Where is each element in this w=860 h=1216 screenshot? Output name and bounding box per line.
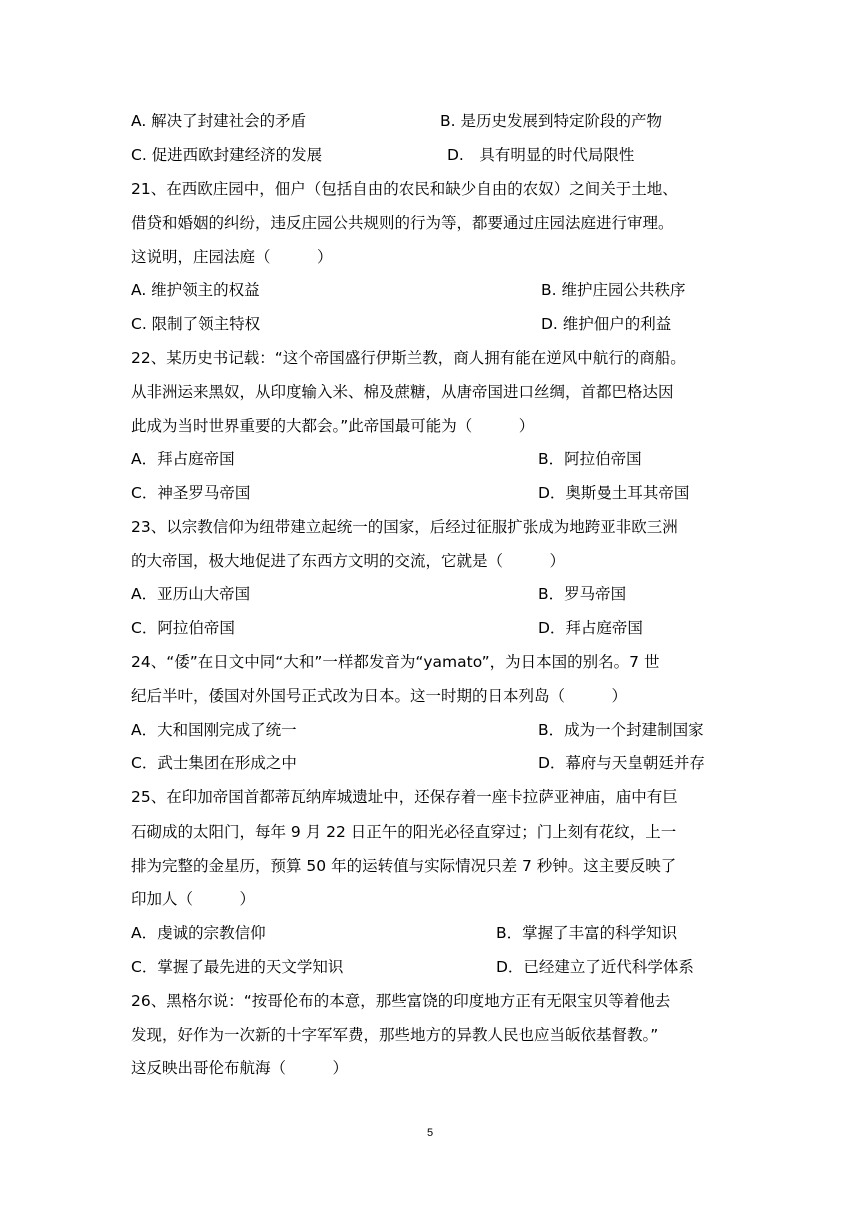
q24-stem-line-1: 24、“倭”在日文中同“大和”一样都发音为“yamato”，为日本国的别名。7 世 bbox=[131, 653, 660, 671]
q21-option-b: B. 维护庄园公共秩序 bbox=[541, 281, 686, 299]
q22-stem-line-1: 22、某历史书记载：“这个帝国盛行伊斯兰教，商人拥有能在逆风中航行的商船。 bbox=[131, 349, 686, 367]
q24-stem-line-2: 纪后半叶，倭国对外国号正式改为日本。这一时期的日本列岛（ ） bbox=[131, 687, 628, 705]
q22-option-a: A．拜占庭帝国 bbox=[131, 450, 235, 468]
q25-option-b: B．掌握了丰富的科学知识 bbox=[496, 924, 678, 942]
q21-stem-line-3: 这说明，庄园法庭（ ） bbox=[131, 248, 333, 266]
page-number: 5 bbox=[426, 1127, 434, 1139]
q24-option-a: A．大和国刚完成了统一 bbox=[131, 721, 297, 739]
q23-option-a: A．亚历山大帝国 bbox=[131, 585, 251, 603]
q23-option-b: B．罗马帝国 bbox=[538, 585, 627, 603]
q26-stem-line-3: 这反映出哥伦布航海（ ） bbox=[131, 1059, 349, 1077]
q21-option-c: C. 限制了领主特权 bbox=[131, 315, 261, 333]
q22-option-c: C．神圣罗马帝国 bbox=[131, 484, 251, 502]
q21-stem-line-2: 借贷和婚姻的纠纷，违反庄园公共规则的行为等，都要通过庄园法庭进行审理。 bbox=[131, 214, 674, 232]
q22-stem-line-3: 此成为当时世界重要的大都会。”此帝国最可能为（ ） bbox=[131, 417, 535, 435]
q21-option-d: D. 维护佃户的利益 bbox=[541, 315, 672, 333]
q22-stem-line-2: 从非洲运来黑奴，从印度输入米、棉及蔗糖，从唐帝国进口丝绸，首都巴格达因 bbox=[131, 383, 674, 401]
q23-stem-line-1: 23、以宗教信仰为纽带建立起统一的国家，后经过征服扩张成为地跨亚非欧三洲 bbox=[131, 518, 678, 536]
q25-stem-line-1: 25、在印加帝国首都蒂瓦纳库城遗址中，还保存着一座卡拉萨亚神庙，庙中有巨 bbox=[131, 788, 678, 806]
q25-stem-line-2: 石砌成的太阳门，每年 9 月 22 日正午的阳光必径直穿过；门上刻有花纹，上一 bbox=[131, 823, 677, 841]
q22-option-b: B．阿拉伯帝国 bbox=[538, 450, 642, 468]
q20-option-a: A. 解决了封建社会的矛盾 bbox=[131, 112, 307, 130]
q20-option-b: B. 是历史发展到特定阶段的产物 bbox=[440, 112, 662, 130]
q23-option-c: C．阿拉伯帝国 bbox=[131, 619, 235, 637]
q24-option-c: C．武士集团在形成之中 bbox=[131, 754, 297, 772]
q25-option-c: C．掌握了最先进的天文学知识 bbox=[131, 958, 344, 976]
q25-option-d: D．已经建立了近代科学体系 bbox=[496, 958, 694, 976]
q23-stem-line-2: 的大帝国，极大地促进了东西方文明的交流，它就是（ ） bbox=[131, 552, 566, 570]
q21-stem-line-1: 21、在西欧庄园中，佃户（包括自由的农民和缺少自由的农奴）之间关于土地、 bbox=[131, 180, 678, 198]
q25-option-a: A．虔诚的宗教信仰 bbox=[131, 924, 266, 942]
q26-stem-line-1: 26、黑格尔说：“按哥伦布的本意，那些富饶的印度地方正有无限宝贝等着他去 bbox=[131, 992, 671, 1010]
q20-option-d: D. 具有明显的时代局限性 bbox=[447, 146, 635, 164]
q24-option-d: D．幕府与天皇朝廷并存 bbox=[538, 754, 705, 772]
q22-option-d: D．奥斯曼土耳其帝国 bbox=[538, 484, 690, 502]
q23-option-d: D．拜占庭帝国 bbox=[538, 619, 643, 637]
q20-option-c: C. 促进西欧封建经济的发展 bbox=[131, 146, 323, 164]
q24-option-b: B．成为一个封建制国家 bbox=[538, 721, 704, 739]
q25-stem-line-3: 排为完整的金星历，预算 50 年的运转值与实际情况只差 7 秒钟。这主要反映了 bbox=[131, 857, 677, 875]
q26-stem-line-2: 发现，好作为一次新的十字军军费，那些地方的异教人民也应当皈依基督教。” bbox=[131, 1026, 659, 1044]
q21-option-a: A. 维护领主的权益 bbox=[131, 281, 260, 299]
q25-stem-line-4: 印加人（ ） bbox=[131, 890, 256, 908]
